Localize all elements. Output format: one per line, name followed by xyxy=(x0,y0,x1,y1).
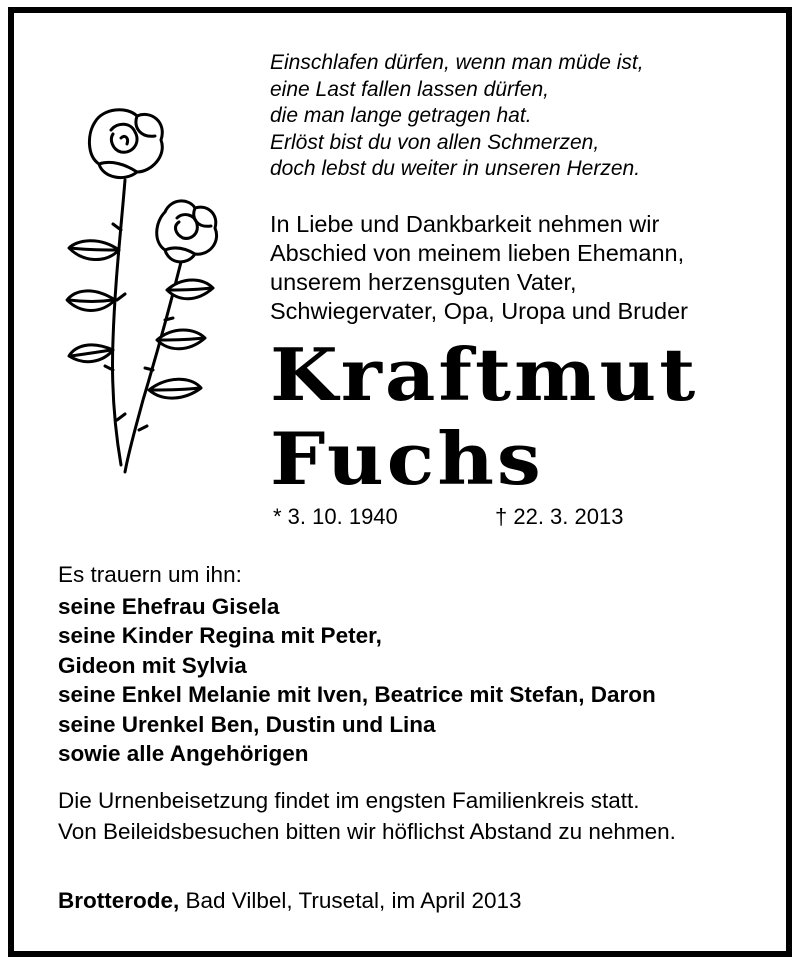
intro-line: Abschied von meinem lieben Ehemann, xyxy=(270,240,685,266)
verse-line: doch lebst du weiter in unseren Herzen. xyxy=(270,157,641,180)
birth-date: * 3. 10. 1940 xyxy=(273,504,398,529)
intro-line: Schwiegervater, Opa, Uropa und Bruder xyxy=(270,298,689,324)
intro-line: In Liebe und Dankbarkeit nehmen wir xyxy=(270,211,660,237)
announcement-intro xyxy=(270,210,790,326)
verse-line: eine Last fallen lassen dürfen, xyxy=(270,77,550,101)
mourner-line: seine Urenkel Ben, Dustin und Lina xyxy=(58,711,436,737)
place-primary: Brotterode, xyxy=(58,888,180,913)
mourners-lead: Es trauern um ihn: xyxy=(58,562,242,587)
place-rest: Bad Vilbel, Trusetal, im April 2013 xyxy=(179,888,522,913)
mourner-line: seine Enkel Melanie mit Iven, Beatrice mit Stefan, Daron xyxy=(58,682,656,707)
verse-line: Erlöst bist du von allen Schmerzen, xyxy=(270,130,600,154)
condolence-note: Von Beileidsbesuchen bitten wir höflichst Abstand zu nehmen. xyxy=(58,819,676,844)
mourner-line: Gideon mit Sylvia xyxy=(58,652,247,678)
deceased-last-name: Fuchs xyxy=(270,417,544,502)
burial-note: Die Urnenbeisetzung findet im engsten Familienkreis statt. xyxy=(58,788,640,813)
memorial-verse xyxy=(270,50,770,183)
death-date: † 22. 3. 2013 xyxy=(495,504,624,529)
mourner-line: seine Ehefrau Gisela xyxy=(58,593,280,619)
intro-line: unserem herzensguten Vater, xyxy=(270,269,577,295)
verse-line: die man lange getragen hat. xyxy=(270,104,532,127)
deceased-first-name: Kraftmut xyxy=(270,333,699,418)
verse-line: Einschlafen dürfen, wenn man müde ist, xyxy=(270,51,644,74)
rose-icon xyxy=(55,100,235,480)
mourners-section xyxy=(58,560,758,769)
place-and-date xyxy=(58,887,742,915)
mourner-line: seine Kinder Regina mit Peter, xyxy=(58,623,382,648)
mourner-line: sowie alle Angehörigen xyxy=(58,741,309,766)
